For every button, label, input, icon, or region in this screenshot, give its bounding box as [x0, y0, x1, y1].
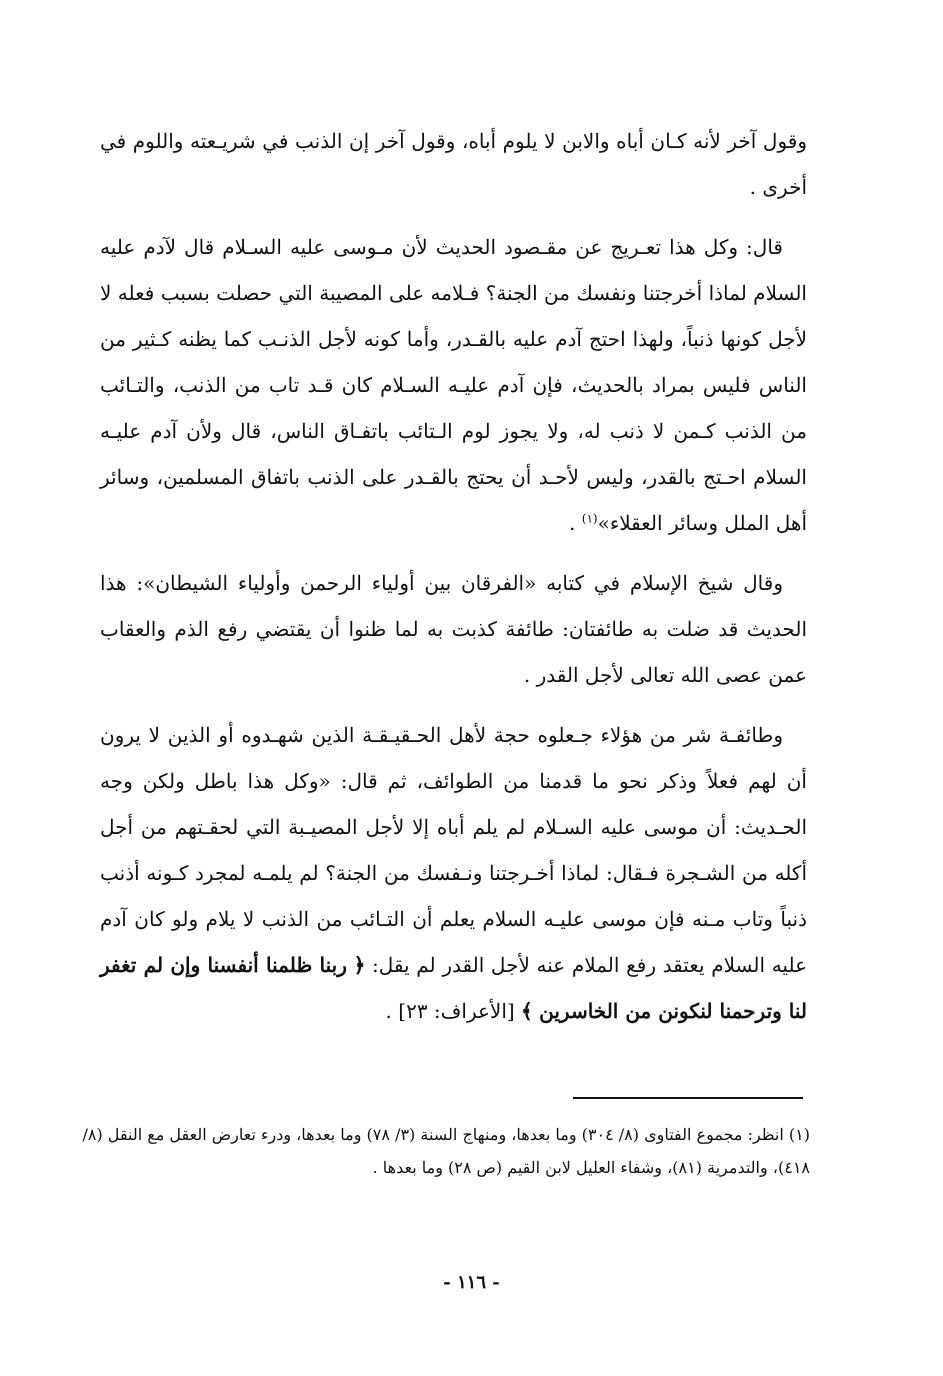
paragraph-2 — [100, 224, 807, 546]
paragraph-4-text: وطائفـة شر من هؤلاء جـعلوه حجة لأهل الحـقيـقـة الذين شهـدوه أو الذين لا يرون أن لهم فعلاً وذكر نحو ما قدمنا من الطوائف، ثم قال: «وكل هذا باطل ولكن وجه الحـديث: أن موسى عليه السـلام لم يلم أباه إلا لأجل المصيـبة التي لحقـتهم من أجل أكله من الشـجرة فـقال: لماذا أخـرجتنا ونـفسك من الجنة؟ لم يلمـه لمجرد كـونه أذنب ذنباً وتاب مـنه فإن موسى عليـه السلام يعلم أن التـائب من الذنب لا يلام ولو كان آدم عليه السلام يعتقد رفع الملام عنه لأجل القدر لم يقل: — [100, 723, 807, 977]
paragraph-3: وقال شيخ الإسلام في كتابه «الفرقان بين أولياء الرحمن وأولياء الشيطان»: هذا الحديث قد ضلت به طائفتان: طائفة كذبت به لما ظنوا أن يقتضي رفع الذم والعقاب عمن عصى الله تعالى لأجل القدر . — [100, 571, 807, 687]
quran-close-bracket: ﴾ — [521, 999, 533, 1023]
quran-open-bracket: ﴿ — [353, 953, 366, 977]
footnote-reference: (١) — [581, 511, 598, 526]
quran-verse: ربنا ظلمنا أنفسنا وإن لم تغفر لنا وترحمنا لنكونن من الخاسرين — [100, 953, 807, 1023]
paragraph-2-end: . — [569, 511, 582, 535]
paragraph-4 — [100, 712, 807, 1034]
paragraph-1: وقول آخر لأنه كـان أباه والابن لا يلوم أباه، وقول آخر إن الذنب في شريـعته واللوم في أخرى . — [100, 129, 807, 199]
page-number: - ١١٦ - — [443, 1272, 500, 1293]
main-text — [100, 118, 807, 1048]
footnotes — [80, 1118, 810, 1184]
footnote-separator — [573, 1097, 803, 1099]
paragraph-2-text: قال: وكل هذا تعـريج عن مقـصود الحديث لأن مـوسى عليه السـلام قال لآدم عليه السلام لماذا أخرجتنا ونفسك من الجنة؟ فـلامه على المصيبة التي حصلت بسبب فعله لا لأجل كونها ذنباً، ولهذا احتج آدم عليه بالقـدر، وأما كونه لأجل الذنـب كما يظنه كـثير من الناس فليس بمراد بالحديث، فإن آدم عليـه السـلام كان قـد تاب من الذنب، والتـائب من الذنب كـمن لا ذنب له، ولا يجوز لوم الـتائب باتفـاق الناس، قال ولأن آدم عليـه السلام احـتج بالقدر، وليس لأحـد أن يحتج بالقـدر على الذنب باتفاق المسلمين، وسائر أهل الملل وسائر العقلاء» — [100, 235, 807, 535]
footnote-1: (١) انظر: مجموع الفتاوى (٨/ ٣٠٤) وما بعدها، ومنهاج السنة (٣/ ٧٨) وما بعدها، ودرء تعارض العقل مع النقل (٨/ ٤١٨)، والتدمرية (٨١)، وشفاء العليل لابن القيم (ص ٢٨) وما بعدها . — [82, 1125, 810, 1177]
quran-citation: [الأعراف: ٢٣] . — [385, 999, 522, 1023]
